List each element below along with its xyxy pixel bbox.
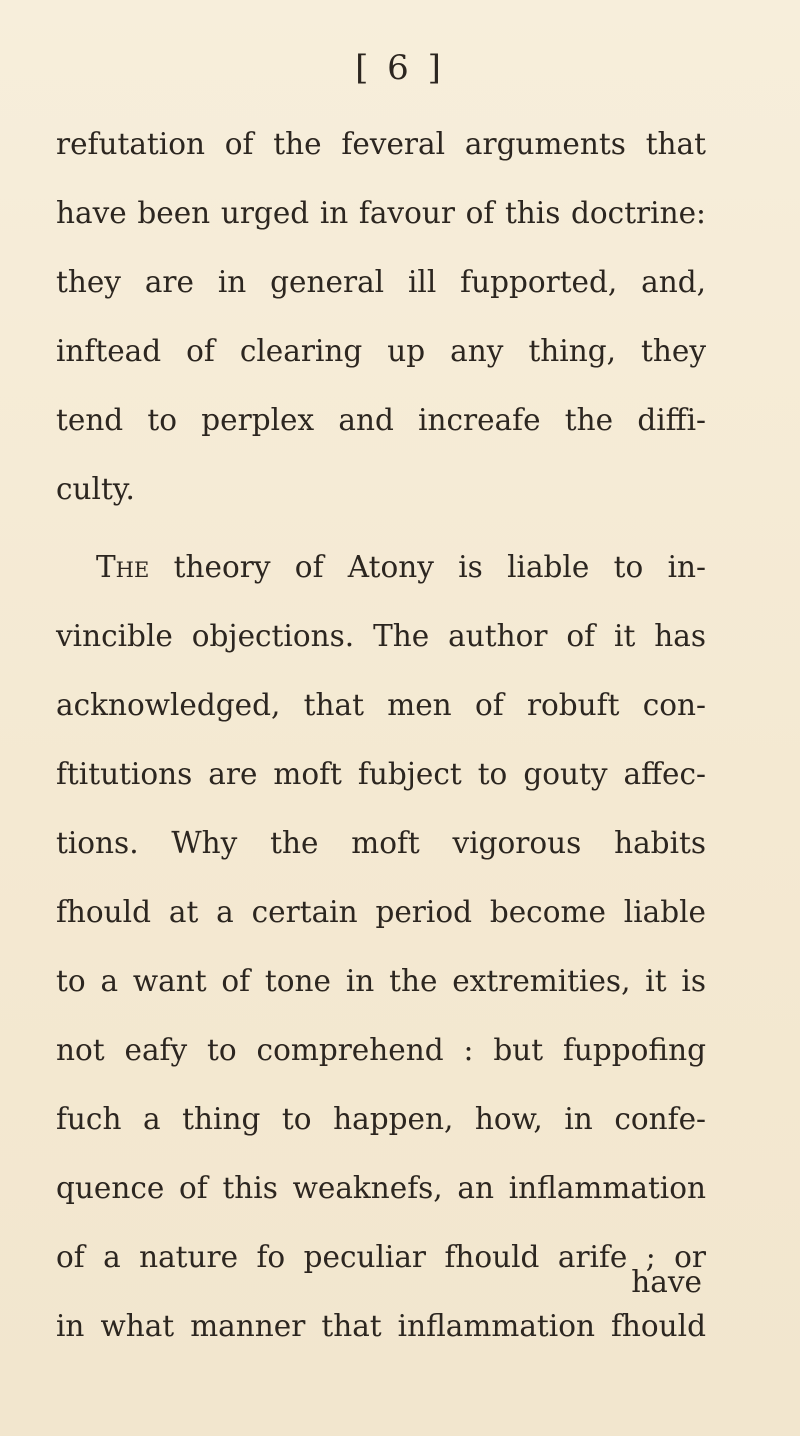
- paragraph-1: [56, 110, 706, 524]
- paragraph-opening-word: The: [96, 550, 150, 584]
- text-line: they are in general ill fupported, and,: [56, 265, 706, 299]
- text-line: in what manner that inflammation fhould: [56, 1309, 706, 1343]
- paragraph-2: [56, 533, 706, 1361]
- text-line-first: [56, 533, 706, 602]
- text-line: tend to perplex and increafe the diffi-: [56, 403, 706, 437]
- text-line: to a want of tone in the extremities, it is: [56, 964, 706, 998]
- text-line: refutation of the feveral arguments that: [56, 127, 706, 161]
- page-number: [ 6 ]: [355, 48, 445, 88]
- text-line: acknowledged, that men of robuft con-: [56, 688, 706, 722]
- paragraph-first-line-text: theory of Atony is liable to in-: [149, 550, 706, 584]
- text-line: not eafy to comprehend : but fuppofing: [56, 1033, 706, 1067]
- text-line: vincible objections. The author of it has: [56, 619, 706, 653]
- text-line: culty.: [56, 472, 135, 506]
- text-line: quence of this weaknefs, an inflammation: [56, 1171, 706, 1205]
- text-line: inftead of clearing up any thing, they: [56, 334, 706, 368]
- text-line: fhould at a certain period become liable: [56, 895, 706, 929]
- text-line: tions. Why the moft vigorous habits: [56, 826, 706, 860]
- text-line: of a nature fo peculiar fhould arife ; or: [56, 1240, 706, 1274]
- text-line: ftitutions are moft fubject to gouty affec-: [56, 757, 706, 791]
- text-line: have been urged in favour of this doctrine:: [56, 196, 706, 230]
- catchword: have: [631, 1265, 702, 1299]
- text-line: fuch a thing to happen, how, in confe-: [56, 1102, 706, 1136]
